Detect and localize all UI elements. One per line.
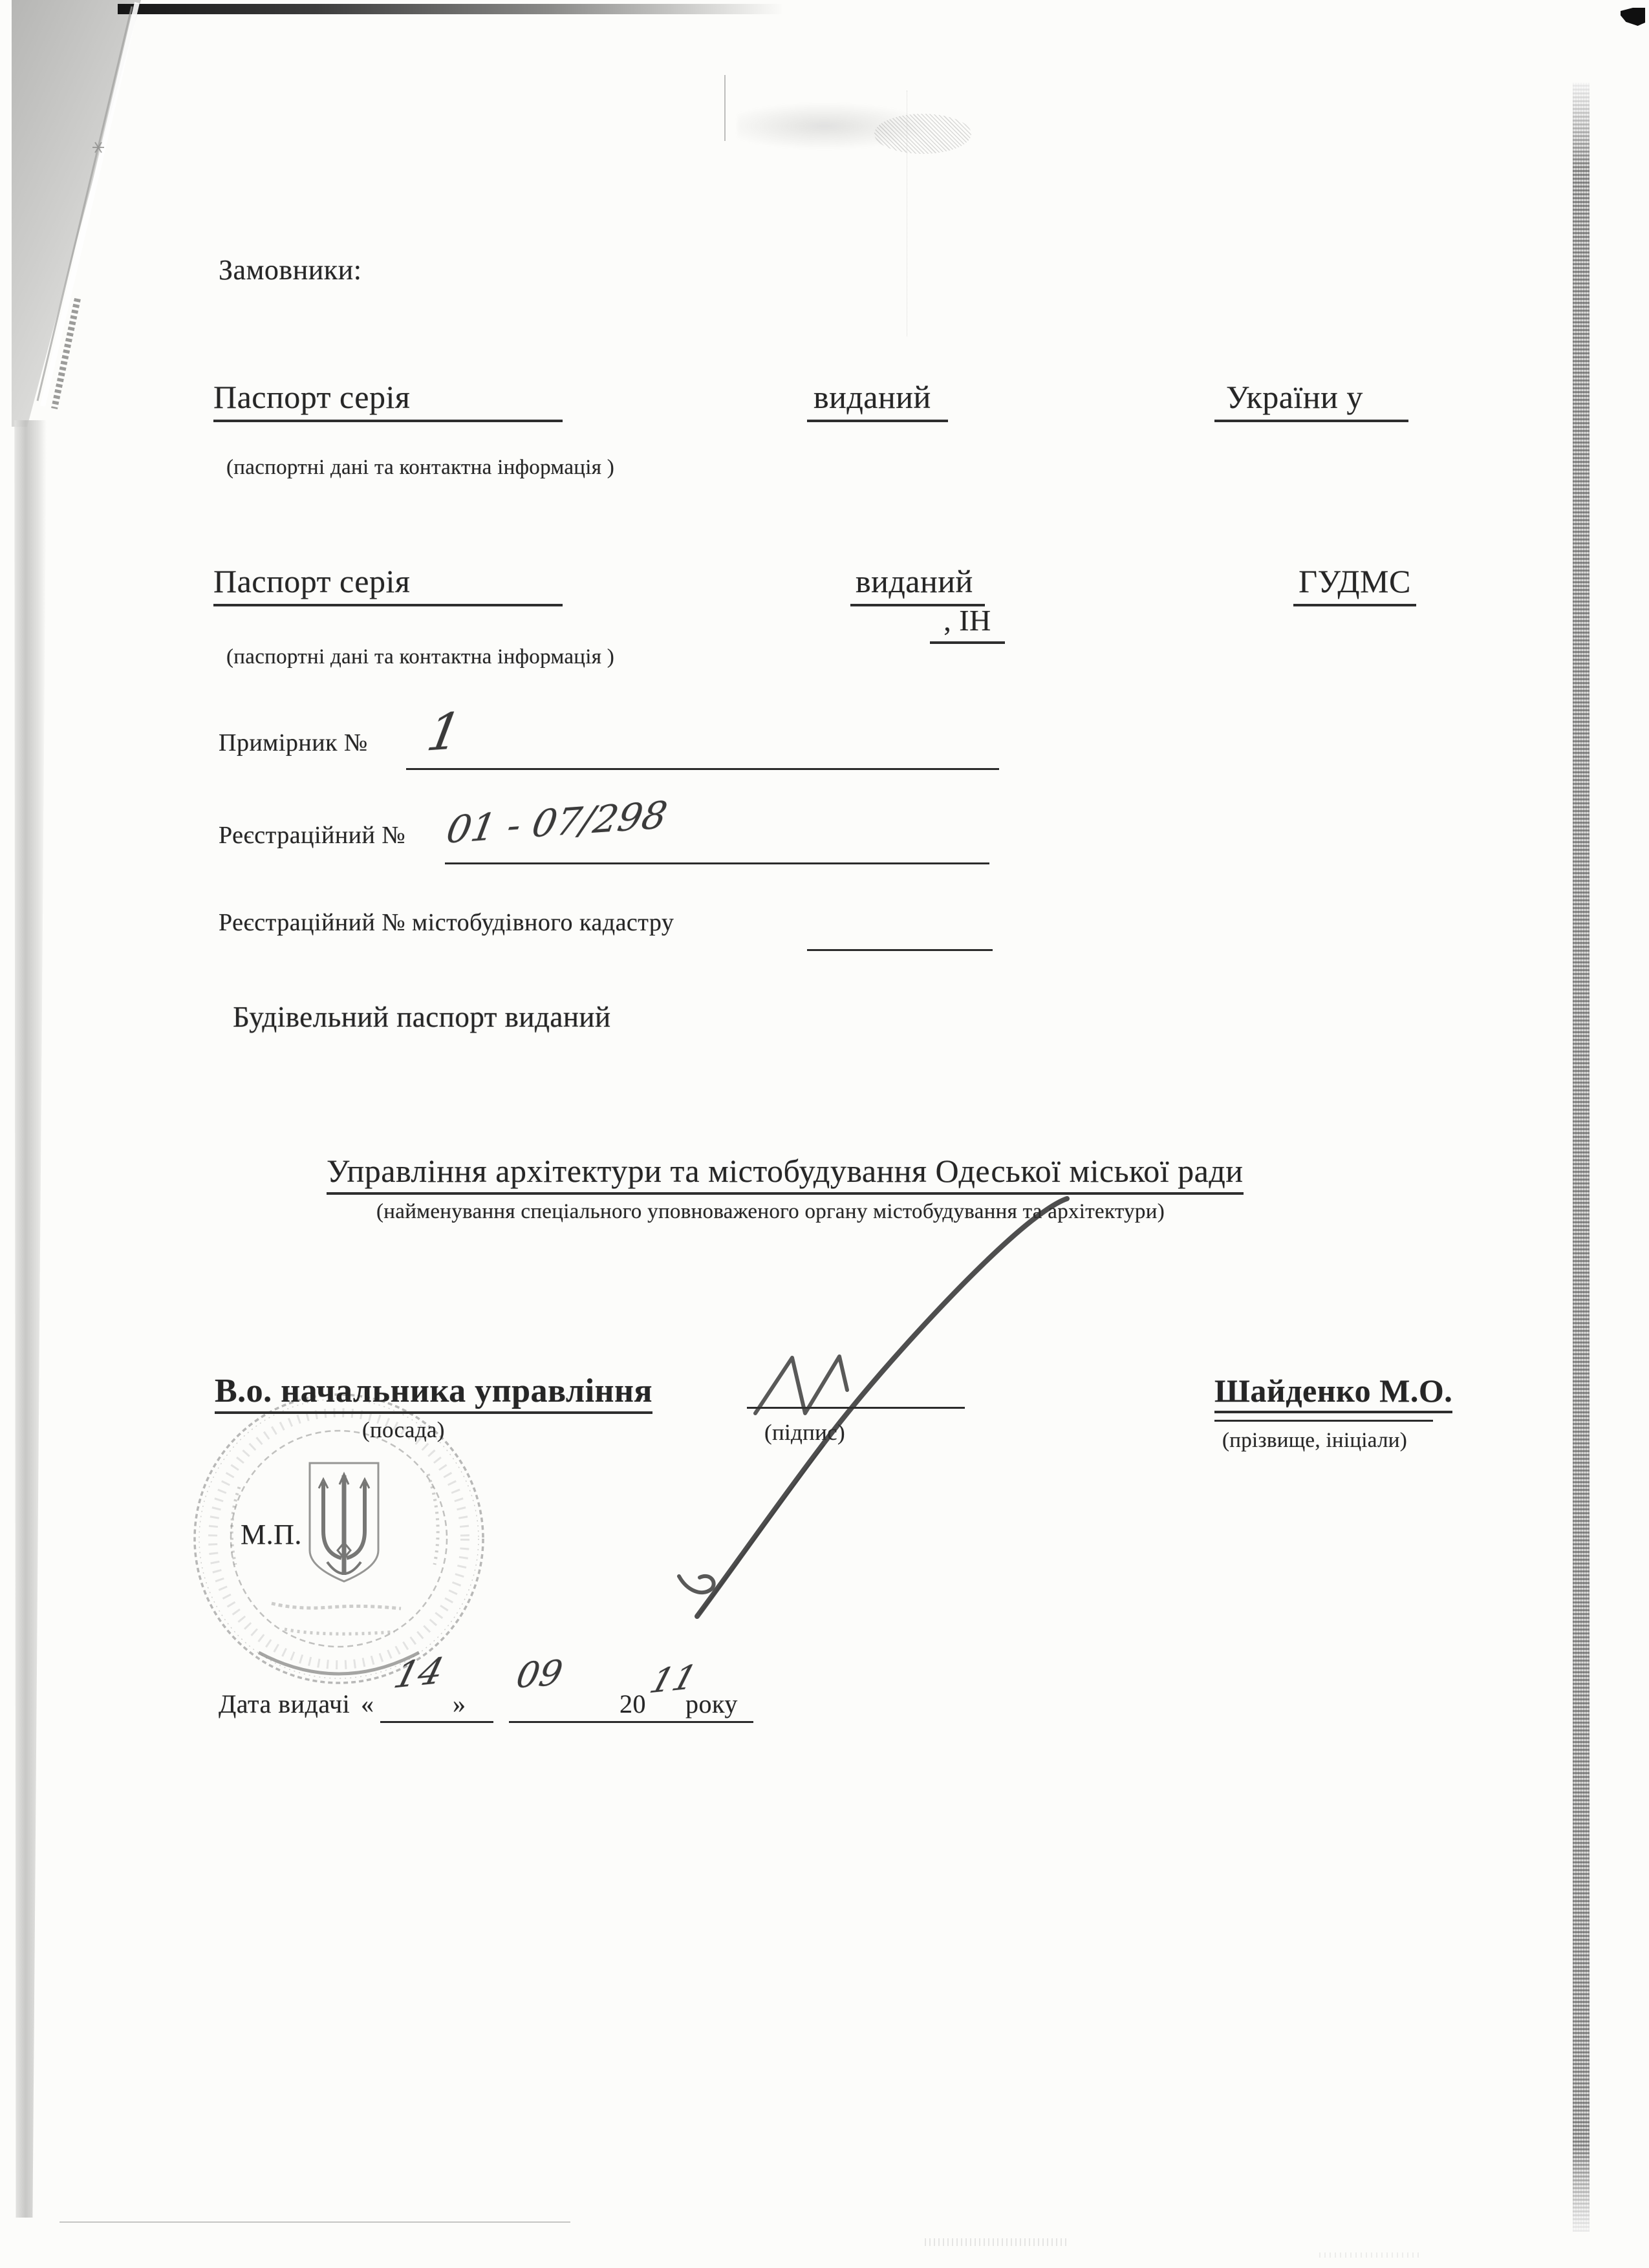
seal-inner-text-remnants — [232, 1474, 438, 1634]
issue-day-handwritten: 14 — [389, 1650, 448, 1697]
quote-open: « — [361, 1689, 374, 1718]
passport2-series-field: Паспорт серія — [213, 562, 563, 606]
registration-number-handwritten: 01 - 07/298 — [443, 793, 671, 852]
issue-year-word: року — [685, 1689, 738, 1718]
blank-line — [445, 862, 989, 864]
passport1-series-field: Паспорт серія — [213, 378, 563, 422]
bottom-speckles — [925, 2238, 1067, 2246]
issue-date-label: Дата видачі — [219, 1689, 350, 1718]
cadastre-number-label: Реєстраційний № містобудівного кадастру — [219, 909, 674, 936]
signer-name-underline-2 — [1214, 1420, 1433, 1422]
passport1-note: (паспортні дані та контактна інформація ) — [226, 456, 615, 479]
customers-heading: Замовники: — [219, 254, 362, 286]
bottom-speckles-2 — [1319, 2252, 1423, 2258]
copy-number-label: Примірник № — [219, 729, 368, 756]
bottom-scan-line — [59, 2221, 570, 2223]
corner-ink-mark — [1621, 8, 1645, 26]
passport1-ukraine-field: України у — [1214, 378, 1408, 422]
authority-name: Управління архітектури та містобудування Одеської міської ради — [327, 1152, 1244, 1195]
page-fold-artifact — [0, 0, 155, 433]
signer-name-note: (прізвище, ініціали) — [1222, 1429, 1408, 1452]
signer-name: Шайденко М.О. — [1214, 1372, 1452, 1413]
issue-year-prefix: 20 — [620, 1689, 646, 1718]
scratch-mark-vertical — [724, 75, 726, 141]
blank-line — [509, 1721, 753, 1723]
signer-position: В.о. начальника управління — [215, 1372, 652, 1414]
issue-month-handwritten: 09 — [513, 1652, 566, 1696]
passport2-note: (паспортні дані та контактна інформація ) — [226, 645, 615, 669]
authority-note: (найменування спеціального уповноваженого органу містобудування та архітектури) — [376, 1200, 1165, 1223]
building-passport-issued: Будівельний паспорт виданий — [233, 1001, 611, 1033]
issue-year-handwritten: 11 — [645, 1658, 702, 1702]
signature-line — [747, 1407, 965, 1409]
halftone-smudge — [874, 114, 971, 154]
blank-line — [807, 949, 993, 951]
signer-position-note: (посада) — [362, 1417, 445, 1442]
quote-close: » — [453, 1689, 466, 1718]
seal-mark-label: М.П. — [241, 1519, 302, 1550]
copy-number-handwritten: 1 — [422, 702, 466, 763]
passport2-in-field: , ІН — [930, 603, 1005, 644]
right-scan-stripe-artifact — [1573, 83, 1590, 2232]
top-edge-scan-artifact — [118, 4, 784, 14]
signature-note: (підпис) — [764, 1420, 845, 1445]
registration-number-label: Реєстраційний № — [219, 822, 406, 849]
left-edge-scan-artifact — [12, 420, 47, 2218]
blank-line — [380, 1721, 493, 1723]
blank-line — [406, 768, 999, 770]
passport1-issued-field: виданий — [807, 378, 948, 422]
passport2-issued-field: виданий — [850, 562, 985, 606]
passport2-gudms-field: ГУДМС — [1293, 562, 1416, 606]
trident-icon — [310, 1463, 378, 1581]
